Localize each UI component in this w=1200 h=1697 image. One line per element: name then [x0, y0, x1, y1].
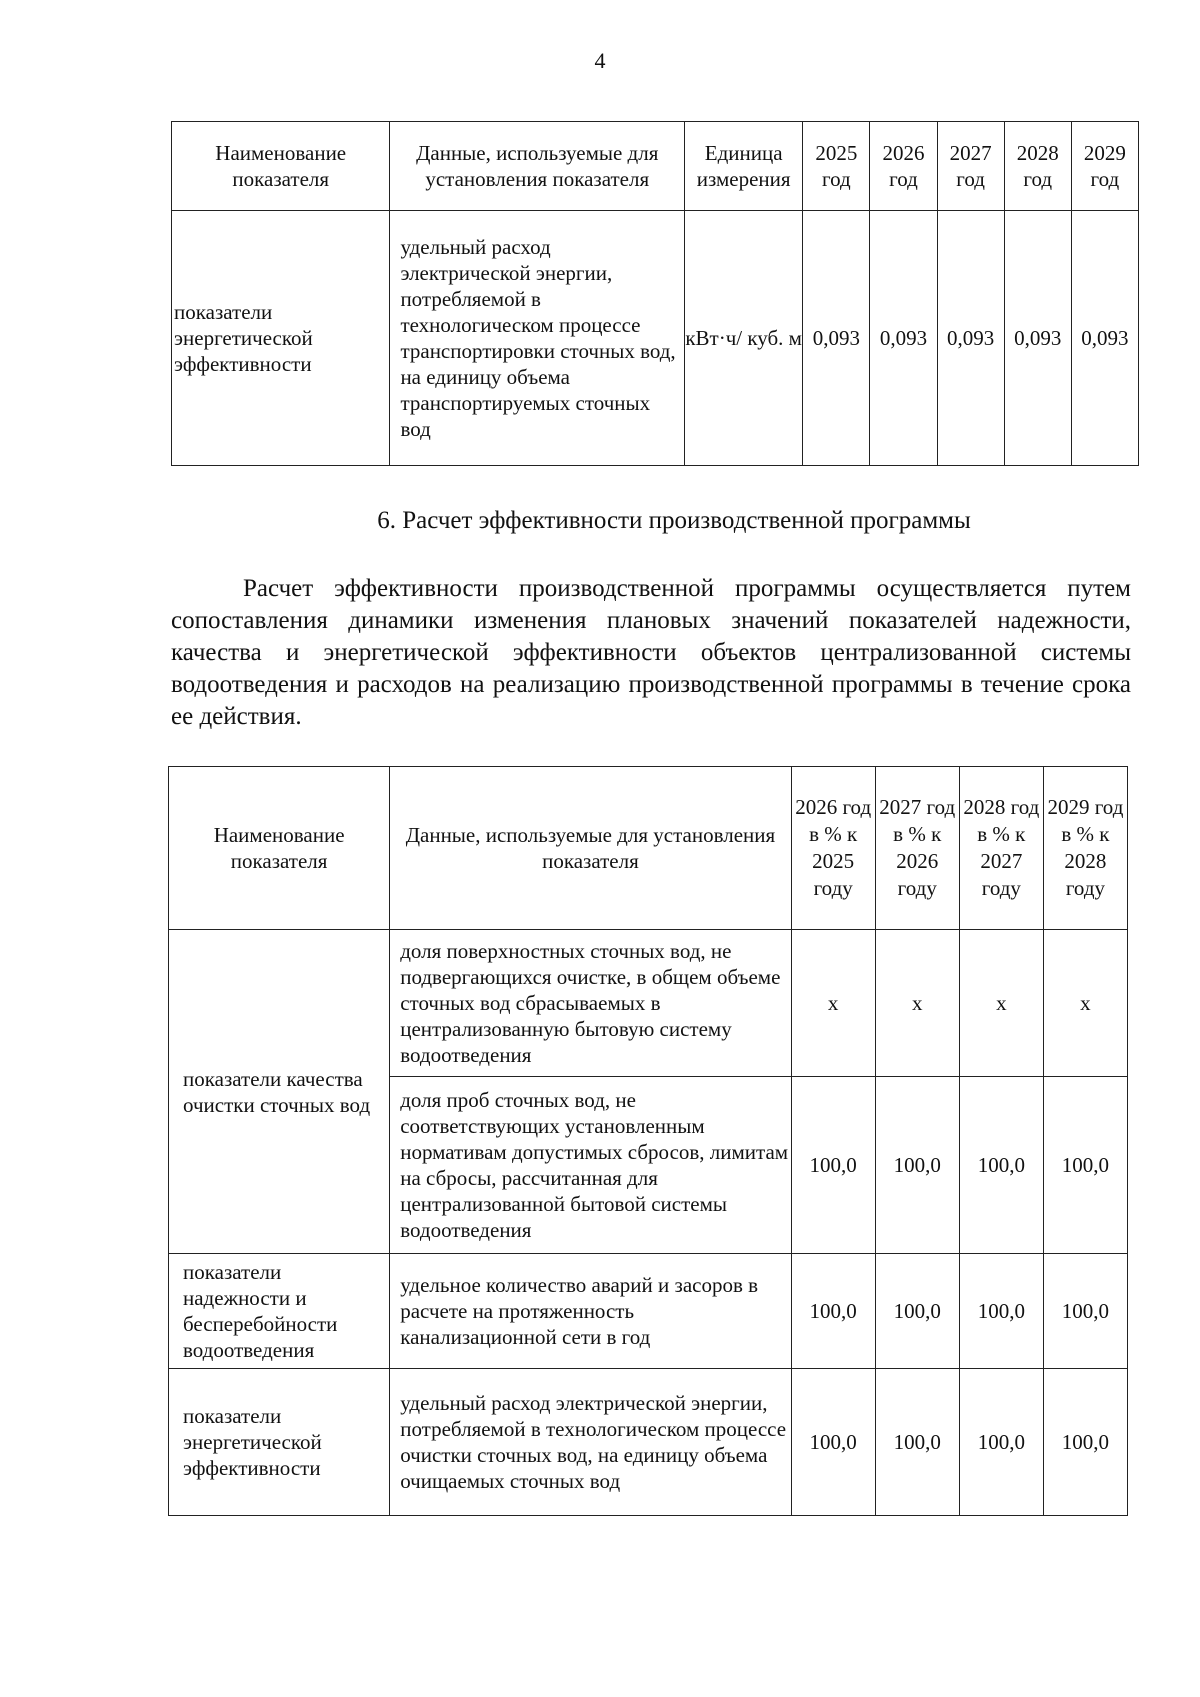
header-indicator-data: Данные, используемые для установления показателя: [390, 122, 685, 211]
percent-value: 100,0: [1043, 1254, 1127, 1369]
header-year: 2028 год: [1004, 122, 1071, 211]
percent-value: х: [959, 930, 1043, 1077]
page-number: 4: [594, 48, 606, 73]
table-row: [169, 1254, 1128, 1369]
paragraph-text: Расчет эффективности производственной программы осуществляется путем сопоставления динамики изменения плановых значений показателей надежности, качества и энергетической эффективности объектов централизованной системы водоотведения и расходов на реализацию производственной программы в течение срока ее действия.: [171, 575, 1131, 730]
header-indicator-name: Наименование показателя: [172, 122, 390, 211]
percent-value: 100,0: [1043, 1369, 1127, 1516]
percent-value: 100,0: [791, 1077, 875, 1254]
header-year: 2026 год: [870, 122, 937, 211]
header-year: 2029 год: [1071, 122, 1138, 211]
percent-value: х: [1043, 930, 1127, 1077]
indicator-data: доля проб сточных вод, не соответствующих установленным нормативам допустимых сбросов, лимитам на сбросы, рассчитанная для централизованной бытовой системы водоотведения: [390, 1077, 791, 1254]
indicator-name: показатели надежности и бесперебойности водоотведения: [169, 1254, 390, 1369]
table-row: [169, 1369, 1128, 1516]
year-value: 0,093: [870, 211, 937, 466]
header-unit: Единица измерения: [685, 122, 803, 211]
header-indicator-data: Данные, используемые для установления показателя: [390, 767, 791, 930]
table-header-row: [169, 767, 1128, 930]
header-year-percent: 2029 год в % к 2028 году: [1043, 767, 1127, 930]
percent-value: 100,0: [875, 1254, 959, 1369]
percent-value: 100,0: [959, 1369, 1043, 1516]
percent-value: 100,0: [959, 1254, 1043, 1369]
header-year-percent: 2027 год в % к 2026 году: [875, 767, 959, 930]
table-row: [172, 211, 1139, 466]
year-value: 0,093: [937, 211, 1004, 466]
body-paragraph: [171, 573, 1131, 733]
header-year: 2025 год: [803, 122, 870, 211]
header-year: 2027 год: [937, 122, 1004, 211]
energy-efficiency-table: [171, 121, 1139, 466]
percent-value: 100,0: [875, 1369, 959, 1516]
table-header-row: [172, 122, 1139, 211]
percent-value: 100,0: [791, 1254, 875, 1369]
year-value: 0,093: [803, 211, 870, 466]
percent-value: х: [791, 930, 875, 1077]
year-value: 0,093: [1004, 211, 1071, 466]
indicator-data: удельное количество аварий и засоров в расчете на протяженность канализационной сети в год: [390, 1254, 791, 1369]
percent-value: 100,0: [875, 1077, 959, 1254]
indicator-name: показатели энергетической эффективности: [169, 1369, 390, 1516]
unit-value: кВт·ч/ куб. м: [685, 211, 803, 466]
program-efficiency-table: [168, 766, 1128, 1516]
indicator-data: доля поверхностных сточных вод, не подвергающихся очистке, в общем объеме сточных вод сбрасываемых в централизованную бытовую систему водоотведения: [390, 930, 791, 1077]
indicator-data: удельный расход электрической энергии, потребляемой в технологическом процессе очистки сточных вод, на единицу объема очищаемых сточных вод: [390, 1369, 791, 1516]
header-year-percent: 2028 год в % к 2027 году: [959, 767, 1043, 930]
percent-value: 100,0: [791, 1369, 875, 1516]
percent-value: 100,0: [1043, 1077, 1127, 1254]
indicator-name: показатели качества очистки сточных вод: [169, 930, 390, 1254]
year-value: 0,093: [1071, 211, 1138, 466]
section-title: 6. Расчет эффективности производственной программы: [377, 507, 971, 534]
indicator-data: удельный расход электрической энергии, потребляемой в технологическом процессе транспортировки сточных вод, на единицу объема транспортируемых сточных вод: [390, 211, 685, 466]
percent-value: 100,0: [959, 1077, 1043, 1254]
header-year-percent: 2026 год в % к 2025 году: [791, 767, 875, 930]
percent-value: х: [875, 930, 959, 1077]
table-row: [169, 930, 1128, 1077]
header-indicator-name: Наименование показателя: [169, 767, 390, 930]
indicator-name: показатели энергетической эффективности: [172, 211, 390, 466]
